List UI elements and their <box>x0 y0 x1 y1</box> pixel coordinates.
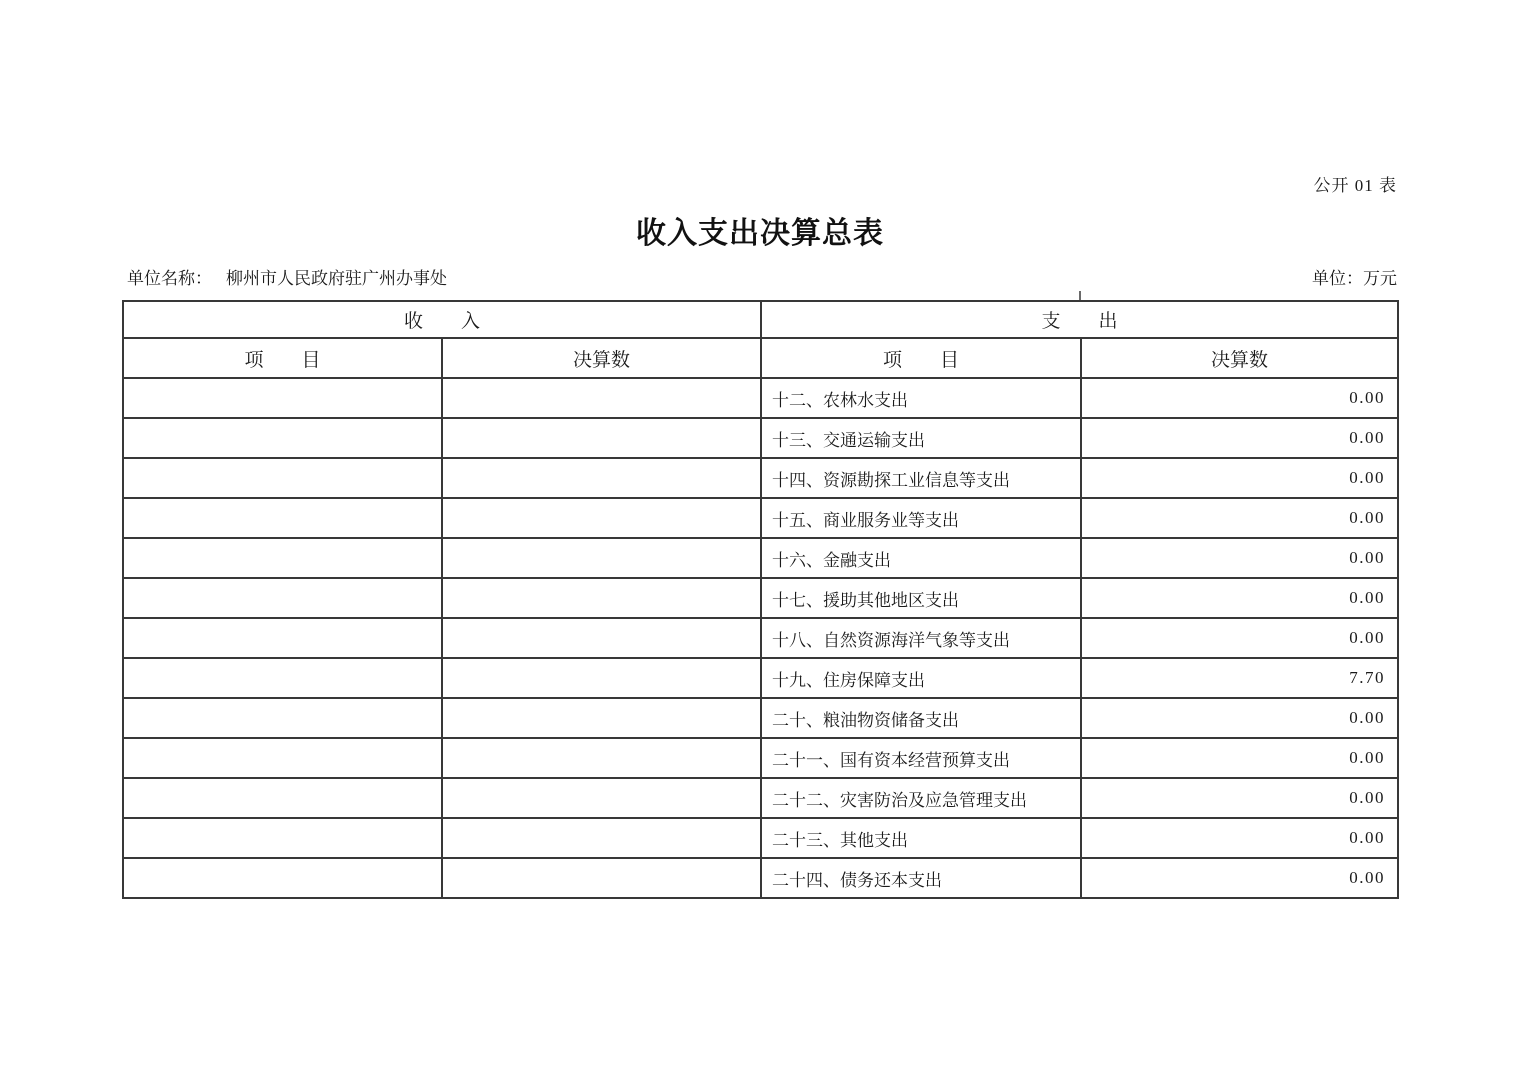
summary-table <box>122 300 1399 899</box>
expense-item-cell: 十三、交通运输支出 <box>761 418 1081 458</box>
table-row <box>123 658 1398 698</box>
income-item-cell <box>123 538 442 578</box>
expense-amount-cell: 0.00 <box>1081 818 1398 858</box>
expense-amount-cell: 0.00 <box>1081 618 1398 658</box>
income-item-cell <box>123 578 442 618</box>
expense-amount-cell: 0.00 <box>1081 858 1398 898</box>
table-wrap <box>122 300 1397 899</box>
income-item-cell <box>123 738 442 778</box>
table-row <box>123 778 1398 818</box>
section-header-row <box>123 301 1398 338</box>
income-amount-cell <box>442 658 761 698</box>
expense-amount-cell: 0.00 <box>1081 418 1398 458</box>
expense-amount-column-header: 决算数 <box>1081 338 1398 378</box>
table-row <box>123 578 1398 618</box>
income-amount-cell <box>442 738 761 778</box>
expense-amount-cell: 7.70 <box>1081 658 1398 698</box>
unit-label: 单位：万元 <box>1312 269 1397 288</box>
expense-amount-cell: 0.00 <box>1081 578 1398 618</box>
doc-code: 公开 01 表 <box>1313 176 1397 195</box>
expense-item-cell: 十五、商业服务业等支出 <box>761 498 1081 538</box>
income-item-cell <box>123 458 442 498</box>
expense-amount-cell: 0.00 <box>1081 458 1398 498</box>
income-item-cell <box>123 378 442 418</box>
income-amount-cell <box>442 498 761 538</box>
income-amount-cell <box>442 618 761 658</box>
table-row <box>123 458 1398 498</box>
table-row <box>123 538 1398 578</box>
income-item-cell <box>123 698 442 738</box>
expense-amount-cell: 0.00 <box>1081 378 1398 418</box>
table-row <box>123 698 1398 738</box>
income-amount-cell <box>442 378 761 418</box>
income-amount-cell <box>442 698 761 738</box>
expense-item-cell: 十四、资源勘探工业信息等支出 <box>761 458 1081 498</box>
expense-item-cell: 十九、住房保障支出 <box>761 658 1081 698</box>
income-amount-cell <box>442 818 761 858</box>
unit-name-label: 单位名称： <box>127 269 212 288</box>
table-body <box>123 378 1398 898</box>
income-amount-cell <box>442 418 761 458</box>
expense-section-header: 支 出 <box>761 301 1398 338</box>
expense-amount-cell: 0.00 <box>1081 778 1398 818</box>
income-amount-cell <box>442 858 761 898</box>
expense-item-cell: 二十二、灾害防治及应急管理支出 <box>761 778 1081 818</box>
table-row <box>123 738 1398 778</box>
unit-name-line <box>127 264 447 289</box>
table-row <box>123 818 1398 858</box>
expense-item-cell: 十二、农林水支出 <box>761 378 1081 418</box>
income-amount-cell <box>442 778 761 818</box>
page-title: 收入支出决算总表 <box>636 217 884 250</box>
income-amount-cell <box>442 578 761 618</box>
income-item-cell <box>123 498 442 538</box>
table-row <box>123 378 1398 418</box>
table-row <box>123 498 1398 538</box>
expense-item-cell: 十六、金融支出 <box>761 538 1081 578</box>
expense-item-cell: 二十、粮油物资储备支出 <box>761 698 1081 738</box>
income-section-header: 收 入 <box>123 301 761 338</box>
unit-name-value: 柳州市人民政府驻广州办事处 <box>226 269 447 288</box>
income-amount-column-header: 决算数 <box>442 338 761 378</box>
cell-border-artifact <box>1079 291 1081 300</box>
table-row <box>123 858 1398 898</box>
income-item-cell <box>123 658 442 698</box>
expense-amount-cell: 0.00 <box>1081 698 1398 738</box>
income-item-cell <box>123 778 442 818</box>
expense-amount-cell: 0.00 <box>1081 538 1398 578</box>
income-amount-cell <box>442 458 761 498</box>
expense-item-column-header: 项 目 <box>761 338 1081 378</box>
income-item-cell <box>123 418 442 458</box>
expense-item-cell: 二十一、国有资本经营预算支出 <box>761 738 1081 778</box>
expense-amount-cell: 0.00 <box>1081 498 1398 538</box>
income-amount-cell <box>442 538 761 578</box>
income-item-cell <box>123 618 442 658</box>
income-item-cell <box>123 818 442 858</box>
expense-item-cell: 十八、自然资源海洋气象等支出 <box>761 618 1081 658</box>
table-row <box>123 618 1398 658</box>
column-header-row <box>123 338 1398 378</box>
meta-row <box>127 264 1397 289</box>
expense-amount-cell: 0.00 <box>1081 738 1398 778</box>
expense-item-cell: 十七、援助其他地区支出 <box>761 578 1081 618</box>
income-item-column-header: 项 目 <box>123 338 442 378</box>
expense-item-cell: 二十四、债务还本支出 <box>761 858 1081 898</box>
expense-item-cell: 二十三、其他支出 <box>761 818 1081 858</box>
income-item-cell <box>123 858 442 898</box>
table-row <box>123 418 1398 458</box>
